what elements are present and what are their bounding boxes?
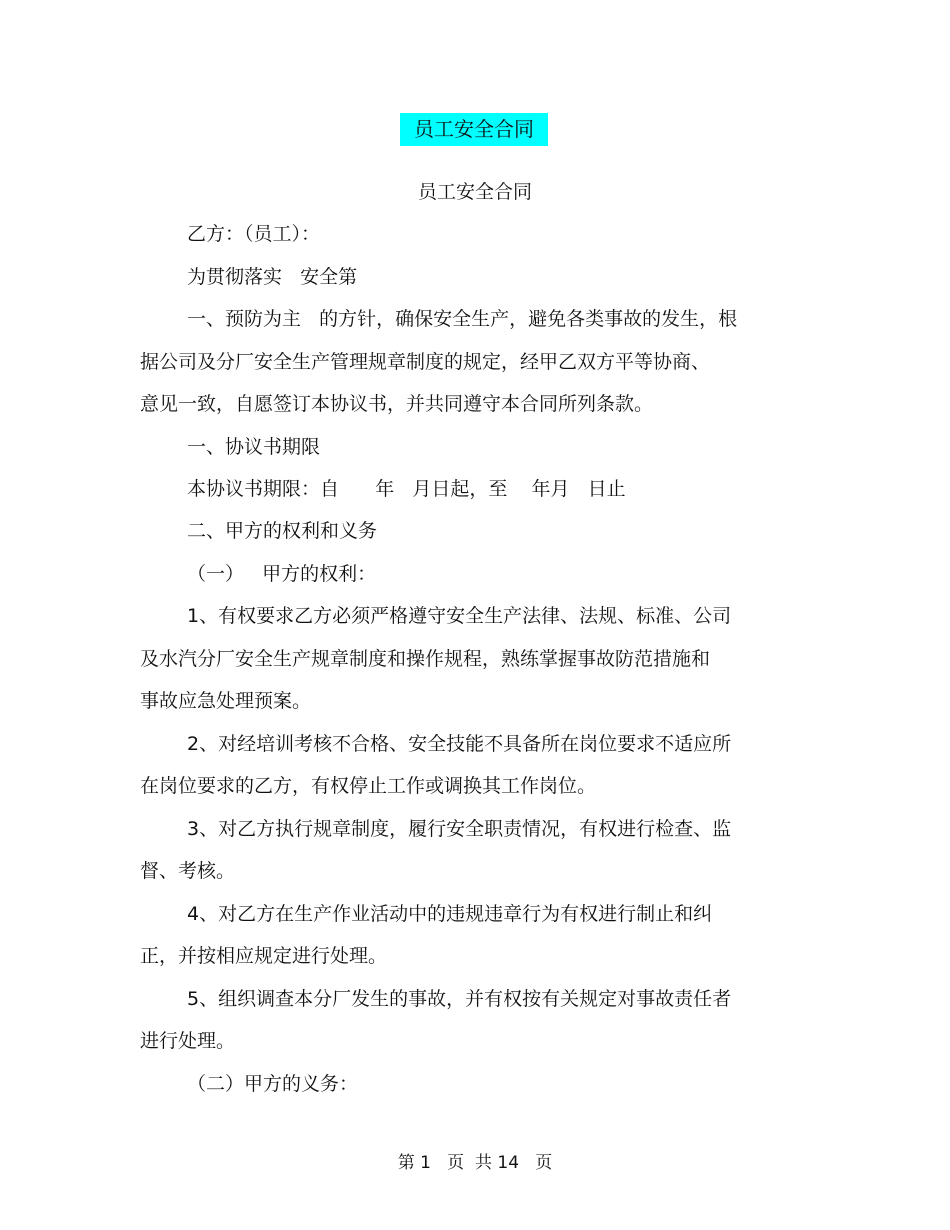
text-line: 一、协议书期限 [187,436,321,458]
document-subtitle: 员工安全合同 [417,181,532,203]
text-line: 进行处理。 [140,1030,236,1052]
heading-highlight [400,113,548,146]
text-line: （一） 甲方的权利： [187,563,377,585]
text-line: （二）甲方的义务： [187,1073,359,1095]
page-footer: 第 1 页 共 14 页 [397,1153,553,1173]
text-line: 本协议书期限：自 年 月日起，至 年月 日止 [187,478,626,500]
text-line: 督、考核。 [140,860,236,882]
text-line: 5、组织调查本分厂发生的事故，并有权按有关规定对事故责任者 [187,988,732,1010]
text-line: 4、对乙方在生产作业活动中的违规违章行为有权进行制止和纠 [187,903,713,925]
text-line: 意见一致，自愿签订本协议书，并共同遵守本合同所列条款。 [140,393,654,415]
document-heading: 员工安全合同 [414,117,534,141]
text-line: 在岗位要求的乙方，有权停止工作或调换其工作岗位。 [140,775,597,797]
text-line: 2、对经培训考核不合格、安全技能不具备所在岗位要求不适应所 [187,733,732,755]
text-line: 1、有权要求乙方必须严格遵守安全生产法律、法规、标准、公司 [187,605,732,627]
text-line: 正，并按相应规定进行处理。 [140,945,388,967]
text-line: 据公司及分厂安全生产管理规章制度的规定，经甲乙双方平等协商、 [140,351,711,373]
text-line: 二、甲方的权利和义务 [187,520,378,542]
text-line: 及水汽分厂安全生产规章制度和操作规程，熟练掌握事故防范措施和 [140,648,711,670]
text-line: 3、对乙方执行规章制度，履行安全职责情况，有权进行检查、监 [187,818,732,840]
text-line: 为贯彻落实 安全第 [187,266,358,288]
text-line: 事故应急处理预案。 [140,690,312,712]
text-line: 乙方：（员工）： [187,223,321,245]
text-line: 一、预防为主 的方针，确保安全生产，避免各类事故的发生，根 [187,308,738,330]
